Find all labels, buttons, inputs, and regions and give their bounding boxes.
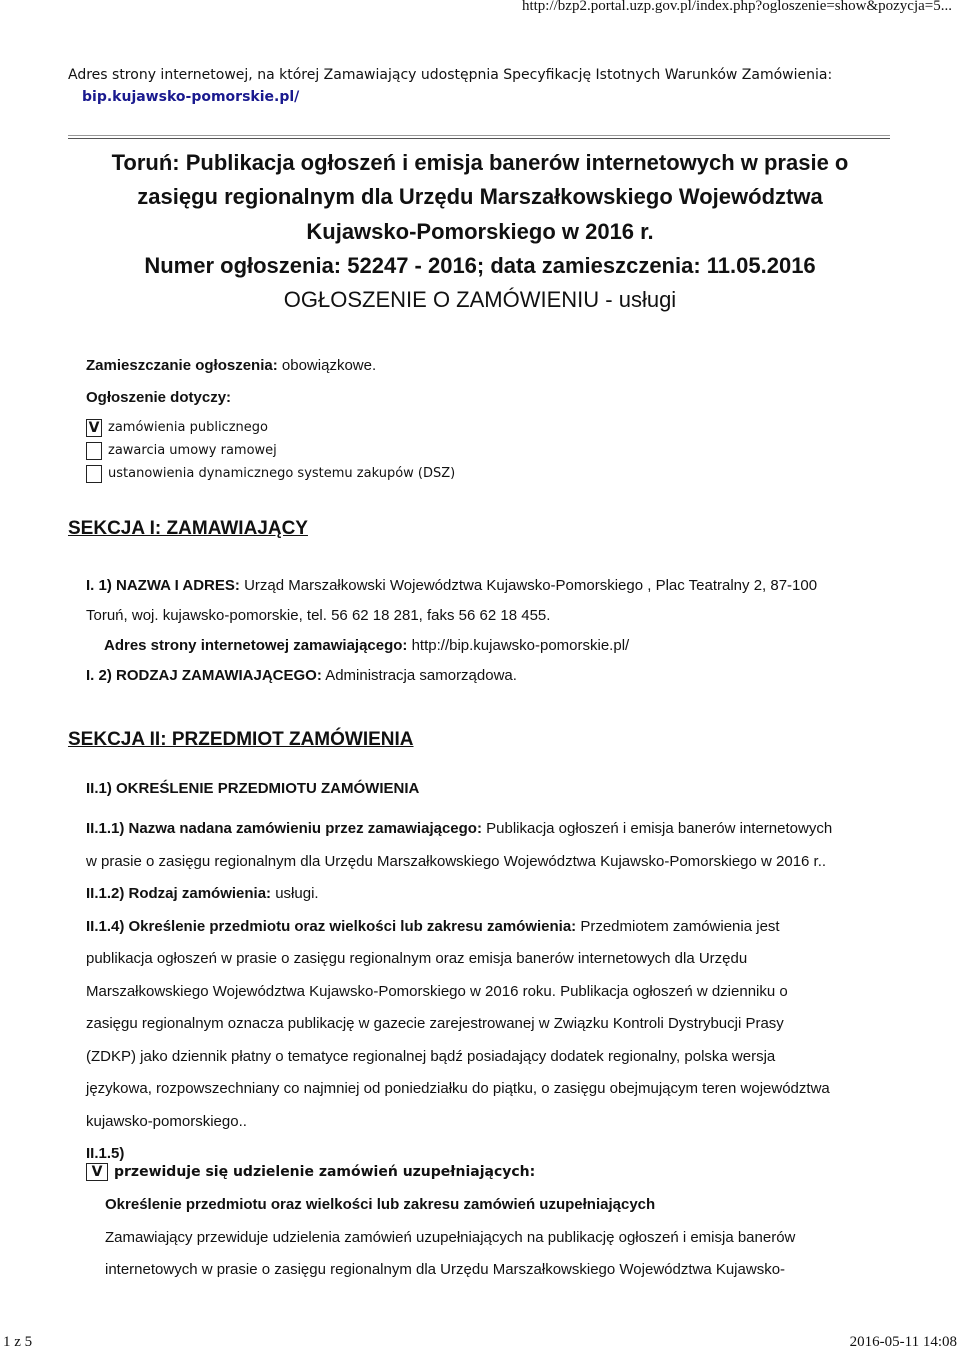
section-1-heading: SEKCJA I: ZAMAWIAJĄCY xyxy=(68,518,308,539)
order-name-label: II.1.1) Nazwa nadana zamówieniu przez zamawiającego: xyxy=(86,820,482,837)
title-subtitle: OGŁOSZENIE O ZAMÓWIENIU - usługi xyxy=(283,287,677,312)
scope-line: językowa, rozpowszechniany co najmniej od poniedziałku do piątku, o zasięgu obejmującym teren województwa xyxy=(86,1080,830,1097)
item-5-label: II.1.5) xyxy=(86,1145,125,1162)
type-label: I. 2) RODZAJ ZAMAWIAJĄCEGO: xyxy=(86,667,322,684)
checkbox-public-order[interactable]: V xyxy=(86,419,102,437)
placement-label: Zamieszczanie ogłoszenia: xyxy=(86,357,278,374)
option-row xyxy=(86,439,455,462)
placement-row xyxy=(86,357,376,374)
checkbox-supplementary[interactable]: V xyxy=(86,1163,108,1181)
section-1-address xyxy=(86,571,916,691)
scope-line: kujawsko-pomorskiego.. xyxy=(86,1112,247,1130)
option-label: ustanowienia dynamicznego systemu zakupów (DSZ) xyxy=(108,466,456,481)
title-notice-number: Numer ogłoszenia: 52247 - 2016; data zamieszczenia: 11.05.2016 xyxy=(144,253,816,278)
supplementary-row xyxy=(86,1163,535,1181)
concerns-options xyxy=(86,416,455,485)
scope-line: Marszałkowskiego Województwa Kujawsko-Pomorskiego w 2016 roku. Publikacja ogłoszeń w dzienniku o xyxy=(86,982,788,1000)
option-row xyxy=(86,416,455,439)
checkbox-dsz[interactable] xyxy=(86,465,102,483)
page-counter: 1 z 5 xyxy=(3,1334,33,1350)
name-address-label: I. 1) NAZWA I ADRES: xyxy=(86,577,240,594)
placement-value: obowiązkowe. xyxy=(281,357,377,374)
title-line-2: zasięgu regionalnym dla Urzędu Marszałkowskiego Województwa xyxy=(137,184,823,209)
title-line-1: Toruń: Publikacja ogłoszeń i emisja banerów internetowych w prasie o xyxy=(111,150,849,175)
section-2-heading: SEKCJA II: PRZEDMIOT ZAMÓWIENIA xyxy=(68,729,414,750)
scope-line: (ZDKP) jako dziennik płatny o tematyce regionalnej bądź posiadający dodatek regionalny, polska wersja xyxy=(86,1047,776,1065)
www-value[interactable]: http://bip.kujawsko-pomorskie.pl/ xyxy=(411,637,630,654)
order-kind-value: usługi. xyxy=(275,885,319,902)
option-label: zamówienia publicznego xyxy=(108,420,268,435)
title-line-3: Kujawsko-Pomorskiego w 2016 r. xyxy=(306,219,654,244)
order-kind-label: II.1.2) Rodzaj zamówienia: xyxy=(86,885,272,902)
address-line-2: Toruń, woj. kujawsko-pomorskie, tel. 56 62 18 281, faks 56 62 18 455. xyxy=(86,607,551,624)
spec-address-label: Adres strony internetowej, na której Zamawiający udostępnia Specyfikację Istotnych Warunków Zamówienia: xyxy=(68,67,833,83)
www-row xyxy=(86,631,916,661)
concerns-label: Ogłoszenie dotyczy: xyxy=(86,389,232,406)
supplementary-line: Zamawiający przewiduje udzielenia zamówień uzupełniających na publikację ogłoszeń i emisja banerów xyxy=(105,1228,796,1246)
print-url: http://bzp2.portal.uzp.gov.pl/index.php?ogloszenie=show&pozycja=5... xyxy=(521,0,952,14)
checkbox-framework-agreement[interactable] xyxy=(86,442,102,460)
section-2-subheading: II.1) OKREŚLENIE PRZEDMIOTU ZAMÓWIENIA xyxy=(86,780,420,797)
scope-line xyxy=(86,911,916,944)
scope-line: zasięgu regionalnym oznacza publikację w gazecie zarejestrowanej w Związku Kontroli Dystrybucji Prasy xyxy=(86,1015,784,1032)
scope-label: II.1.4) Określenie przedmiotu oraz wielkości lub zakresu zamówienia: xyxy=(86,917,577,935)
option-row xyxy=(86,462,455,485)
order-name-line-1 xyxy=(86,813,916,846)
order-name-line-2: w prasie o zasięgu regionalnym dla Urzędu Marszałkowskiego Województwa Kujawsko-Pomorskiego w 2016 r.. xyxy=(86,852,827,870)
print-datetime: 2016-05-11 14:08 xyxy=(849,1334,957,1350)
section-2-body xyxy=(86,813,916,1171)
type-row xyxy=(86,661,916,691)
scope-text: Przedmiotem zamówienia jest xyxy=(580,917,780,935)
name-address-value: Urząd Marszałkowski Województwa Kujawsko-Pomorskiego , Plac Teatralny 2, 87-100 xyxy=(244,577,818,594)
scope-line: publikacja ogłoszeń w prasie o zasięgu regionalnym oraz emisja banerów internetowych dla Urzędu xyxy=(86,950,748,967)
supplementary-line: internetowych w prasie o zasięgu regionalnym dla Urzędu Marszałkowskiego Województwa Kujawsko- xyxy=(105,1261,786,1278)
option-label: zawarcia umowy ramowej xyxy=(108,443,277,458)
order-name-value: Publikacja ogłoszeń i emisja banerów internetowych xyxy=(486,820,833,837)
supplementary-body xyxy=(105,1189,925,1287)
spec-address-link[interactable]: bip.kujawsko-pomorskie.pl/ xyxy=(82,89,300,105)
www-label: Adres strony internetowej zamawiającego: xyxy=(104,637,408,654)
supplementary-label: przewiduje się udzielenie zamówień uzupełniających: xyxy=(114,1164,536,1180)
order-kind-row xyxy=(86,878,916,911)
type-value: Administracja samorządowa. xyxy=(325,667,517,684)
supplementary-heading: Określenie przedmiotu oraz wielkości lub zakresu zamówień uzupełniających xyxy=(105,1196,656,1213)
divider xyxy=(68,135,890,139)
address-line-1 xyxy=(86,571,916,601)
